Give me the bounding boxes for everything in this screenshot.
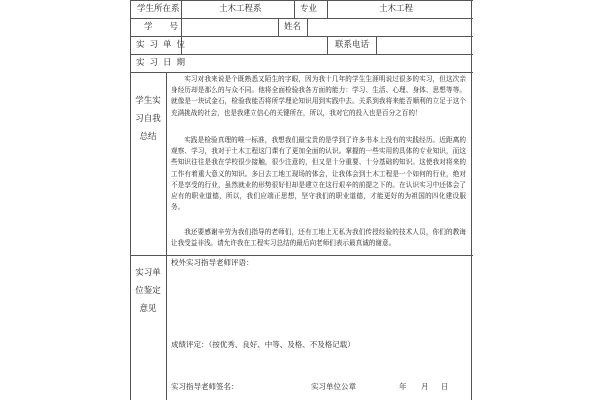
name-label: 姓名: [284, 22, 302, 32]
student-id-label: 学 号: [144, 22, 179, 32]
grade-label: 成绩评定：（按优秀、良好、中等、及格、不及格记载）: [171, 340, 355, 349]
mentor-comment-label: 校外实习指导老师评语：: [171, 258, 254, 267]
evaluation-label-line-3: 意见: [139, 304, 157, 314]
row-divider-4: [131, 72, 473, 73]
date-year-label: 年: [399, 382, 407, 391]
row-divider-3: [131, 54, 473, 55]
summary-paragraph-2: 实践是检验真理的唯一标准，我想我们最宝贵的是学到了许多书本上没有的实践经历。近距离的观察、学习，我对于土木工程这门课有了更加全面的认识。掌握的一些实用的具体的专业知识，而这些知识往往是我在学校很少接触，很少注意的，但又是十分重要、十分基础的知识。这使我对将来的工作有着重大意义的知识。多日去工地工现场的体会，让我体会到土木工程是一个如何的行业，绝对不是享受的行业，虽然就业的形势很好但却是建立在这行艰辛的前提之下的。在认识实习中还体会了应有的职业道德，所以，我们应端正思想，坚守我们的职业道德，才能更好的为祖国的四化建设服务。: [171, 136, 466, 212]
date-day-label: 日: [441, 382, 449, 391]
summary-paragraph-1: 实习对我来说是个既熟悉又陌生的字眼，因为我十几年的学生生涯明说过很多的实习，但这次亲身经历却是那么的与众不同。他将全面检验我各方面的能力：学习、生活、心理、身体、思想等等。就像是一块试金石，检验我能否将所学理论知识用到实践中去。关系到我将来能否顺利的立足于这个充满挑战的社会，也是我建立信心的关键所在，所以，我对它的投入也是百分之百的！: [171, 75, 466, 117]
table-top-border: [131, 0, 473, 1]
row1-middle-divider: [294, 0, 295, 18]
summary-paragraph-3: 我还要感谢辛劳为我们指导的老师们，还有工地上无私为我们传授经验的技术人员，你们的教诲让我受益非浅。请允许我在工程实习总结的最后向老师们表示最真诚的谢意。: [171, 228, 466, 248]
department-value: 土木工程系: [219, 4, 262, 14]
row2-middle-divider: [278, 18, 279, 36]
row3-right-divider: [376, 36, 377, 54]
self-summary-label: [134, 92, 162, 146]
self-summary-label-line-3: 总结: [139, 132, 157, 142]
internship-unit-label: 实习单位: [136, 40, 191, 50]
row-divider-5: [131, 255, 473, 256]
self-summary-label-line-2: 习自我: [135, 114, 161, 124]
row2-right-divider: [307, 18, 308, 36]
mentor-signature-label: 实习指导老师签名：: [171, 382, 239, 391]
department-label: 学生所在系: [137, 4, 180, 14]
evaluation-label: [134, 264, 162, 318]
row-divider-2: [131, 36, 473, 37]
row-divider-1: [131, 18, 473, 19]
contact-phone-label: 联系电话: [335, 40, 370, 50]
major-value: 土木工程: [379, 4, 414, 14]
left-column-divider: [166, 72, 167, 400]
evaluation-label-line-1: 实习单: [135, 268, 161, 278]
date-month-label: 月: [421, 382, 429, 391]
row3-middle-divider: [327, 36, 328, 54]
internship-form-table: [130, 0, 472, 400]
major-label: 专业: [300, 4, 318, 14]
internship-date-label: 实习日期: [136, 58, 191, 68]
unit-seal-label: 实习单位公章: [311, 382, 356, 391]
self-summary-label-line-1: 学生实: [135, 96, 161, 106]
row1-right-divider: [327, 0, 328, 18]
evaluation-label-line-2: 位鉴定: [135, 286, 161, 296]
